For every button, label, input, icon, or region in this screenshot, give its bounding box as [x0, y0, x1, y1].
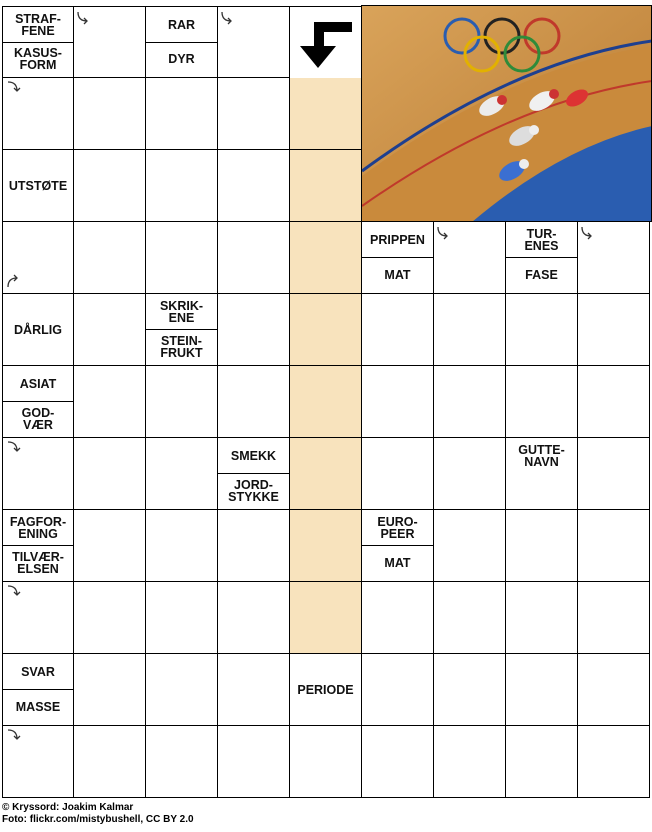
- clue-cell: [218, 438, 290, 510]
- grid-cell-r3-c6[interactable]: [434, 222, 506, 294]
- clue-text-bottom: STEIN- FRUKT: [160, 334, 203, 360]
- down-arrow-icon: [294, 12, 354, 75]
- clue-text-top: SKRIK- ENE: [146, 294, 217, 330]
- grid-cell-r0-c3[interactable]: [218, 6, 290, 78]
- grid-cell-r3-c2[interactable]: [146, 222, 218, 294]
- clue-cell: [506, 438, 578, 510]
- right-down-arrow-icon: [5, 584, 21, 600]
- clue-cell: [146, 294, 218, 366]
- grid-cell-r3-c3[interactable]: [218, 222, 290, 294]
- up-right-arrow-icon: [5, 273, 21, 289]
- right-down-arrow-icon: [5, 728, 21, 744]
- clue-text-top: ASIAT: [3, 366, 73, 402]
- clue-cell: [2, 294, 74, 366]
- clue-text-bottom: TILVÆR- ELSEN: [12, 550, 64, 576]
- grid-cell-r0-c1[interactable]: [74, 6, 146, 78]
- grid-cell-r10-c7[interactable]: [506, 726, 578, 798]
- grid-cell-r10-c8[interactable]: [578, 726, 650, 798]
- clue-cell: [506, 222, 578, 294]
- solution-cell-r7[interactable]: [290, 510, 362, 582]
- down-right-arrow-icon: [580, 224, 596, 240]
- grid-cell-r3-c1[interactable]: [74, 222, 146, 294]
- clue-text-bottom: KASUS- FORM: [14, 46, 62, 72]
- grid-cell-r8-c2[interactable]: [146, 582, 218, 654]
- grid-cell-r8-c1[interactable]: [74, 582, 146, 654]
- grid-cell-r10-c3[interactable]: [218, 726, 290, 798]
- grid-cell-r9-c2[interactable]: [146, 654, 218, 726]
- grid-cell-r6-c1[interactable]: [74, 438, 146, 510]
- clue-cell: [2, 510, 74, 582]
- clue-text-bottom: GOD- VÆR: [21, 406, 55, 432]
- grid-cell-r9-c3[interactable]: [218, 654, 290, 726]
- clue-text-top: SVAR: [3, 654, 73, 690]
- clue-text-top: TUR- ENES: [506, 222, 577, 258]
- grid-cell-r6-c8[interactable]: [578, 438, 650, 510]
- clue-text-bottom: MAT: [384, 556, 411, 570]
- credit-crossword: © Kryssord: Joakim Kalmar: [2, 802, 134, 813]
- grid-cell-r2-c2[interactable]: [146, 150, 218, 222]
- right-down-arrow-icon: [5, 80, 21, 96]
- down-right-arrow-icon: [436, 224, 452, 240]
- down-right-arrow-icon: [220, 9, 236, 25]
- grid-cell-r2-c1[interactable]: [74, 150, 146, 222]
- solution-cell-r2[interactable]: [290, 150, 362, 222]
- grid-cell-r8-c7[interactable]: [506, 582, 578, 654]
- grid-cell-r8-c3[interactable]: [218, 582, 290, 654]
- clue-text-top: SMEKK: [218, 438, 289, 474]
- grid-cell-r4-c5[interactable]: [362, 294, 434, 366]
- grid-cell-r4-c3[interactable]: [218, 294, 290, 366]
- solution-cell-r5[interactable]: [290, 366, 362, 438]
- right-down-arrow-icon: [5, 440, 21, 456]
- grid-cell-r10-c2[interactable]: [146, 726, 218, 798]
- grid-cell-r10-c1[interactable]: [74, 726, 146, 798]
- grid-cell-r1-c2[interactable]: [146, 78, 218, 150]
- grid-cell-r10-c6[interactable]: [434, 726, 506, 798]
- grid-cell-r4-c6[interactable]: [434, 294, 506, 366]
- clue-text: DÅRLIG: [14, 322, 62, 337]
- grid-cell-r5-c8[interactable]: [578, 366, 650, 438]
- grid-cell-r10-c4[interactable]: [290, 726, 362, 798]
- grid-cell-r4-c7[interactable]: [506, 294, 578, 366]
- clue-text: PERIODE: [297, 682, 354, 697]
- solution-cell-r3[interactable]: [290, 222, 362, 294]
- grid-cell-r5-c6[interactable]: [434, 366, 506, 438]
- grid-cell-r9-c5[interactable]: [362, 654, 434, 726]
- grid-cell-r8-c8[interactable]: [578, 582, 650, 654]
- clue-text-bottom: MASSE: [15, 700, 61, 714]
- grid-cell-r7-c1[interactable]: [74, 510, 146, 582]
- credit-photo: Foto: flickr.com/mistybushell, CC BY 2.0: [2, 814, 194, 825]
- grid-cell-r9-c7[interactable]: [506, 654, 578, 726]
- grid-cell-r6-c6[interactable]: [434, 438, 506, 510]
- grid-cell-r5-c7[interactable]: [506, 366, 578, 438]
- solution-cell-r4[interactable]: [290, 294, 362, 366]
- clue-cell: [2, 366, 74, 438]
- clue-cell: [290, 654, 362, 726]
- grid-cell-r5-c1[interactable]: [74, 366, 146, 438]
- grid-cell-r3-c8[interactable]: [578, 222, 650, 294]
- clue-text-top: PRIPPEN: [362, 222, 433, 258]
- grid-cell-r6-c0[interactable]: [2, 438, 74, 510]
- grid-cell-r8-c6[interactable]: [434, 582, 506, 654]
- grid-cell-r8-c0[interactable]: [2, 582, 74, 654]
- clue-cell: [362, 222, 434, 294]
- clue-text-top: FAGFOR- ENING: [3, 510, 73, 546]
- clue-cell: [362, 510, 434, 582]
- clue-cell: [2, 6, 74, 78]
- down-right-arrow-icon: [76, 9, 92, 25]
- clue-cell: [2, 150, 74, 222]
- grid-cell-r5-c3[interactable]: [218, 366, 290, 438]
- clue-text: UTSTØTE: [8, 178, 68, 193]
- grid-cell-r5-c5[interactable]: [362, 366, 434, 438]
- grid-cell-r6-c2[interactable]: [146, 438, 218, 510]
- grid-cell-r9-c6[interactable]: [434, 654, 506, 726]
- grid-cell-r7-c8[interactable]: [578, 510, 650, 582]
- grid-cell-r2-c3[interactable]: [218, 150, 290, 222]
- grid-cell-r5-c2[interactable]: [146, 366, 218, 438]
- clue-text-bottom: DYR: [168, 52, 195, 66]
- solution-cell-r1[interactable]: [290, 78, 362, 150]
- grid-cell-r4-c1[interactable]: [74, 294, 146, 366]
- grid-cell-r1-c3[interactable]: [218, 78, 290, 150]
- clue-cell: [146, 6, 218, 78]
- clue-text: GUTTE- NAVN: [518, 443, 565, 469]
- cycling-photo: [361, 5, 652, 222]
- solution-cell-r6[interactable]: [290, 438, 362, 510]
- grid-cell-r1-c1[interactable]: [74, 78, 146, 150]
- grid-cell-r10-c0[interactable]: [2, 726, 74, 798]
- grid-cell-r7-c6[interactable]: [434, 510, 506, 582]
- grid-cell-r8-c5[interactable]: [362, 582, 434, 654]
- credits: [2, 802, 194, 826]
- grid-cell-r7-c7[interactable]: [506, 510, 578, 582]
- grid-cell-r6-c5[interactable]: [362, 438, 434, 510]
- grid-cell-r9-c8[interactable]: [578, 654, 650, 726]
- grid-cell-r9-c1[interactable]: [74, 654, 146, 726]
- grid-cell-r1-c0[interactable]: [2, 78, 74, 150]
- clue-text-top: RAR: [146, 7, 217, 43]
- grid-cell-r7-c3[interactable]: [218, 510, 290, 582]
- grid-cell-r3-c0[interactable]: [2, 222, 74, 294]
- clue-text-top: STRAF- FENE: [3, 7, 73, 43]
- clue-text-bottom: JORD- STYKKE: [228, 478, 279, 504]
- grid-cell-r4-c8[interactable]: [578, 294, 650, 366]
- solution-cell-r8[interactable]: [290, 582, 362, 654]
- grid-cell-r10-c5[interactable]: [362, 726, 434, 798]
- clue-text-bottom: FASE: [525, 268, 558, 282]
- clue-text-bottom: MAT: [384, 268, 411, 282]
- clue-cell: [2, 654, 74, 726]
- clue-text-top: EURO- PEER: [362, 510, 433, 546]
- grid-cell-r7-c2[interactable]: [146, 510, 218, 582]
